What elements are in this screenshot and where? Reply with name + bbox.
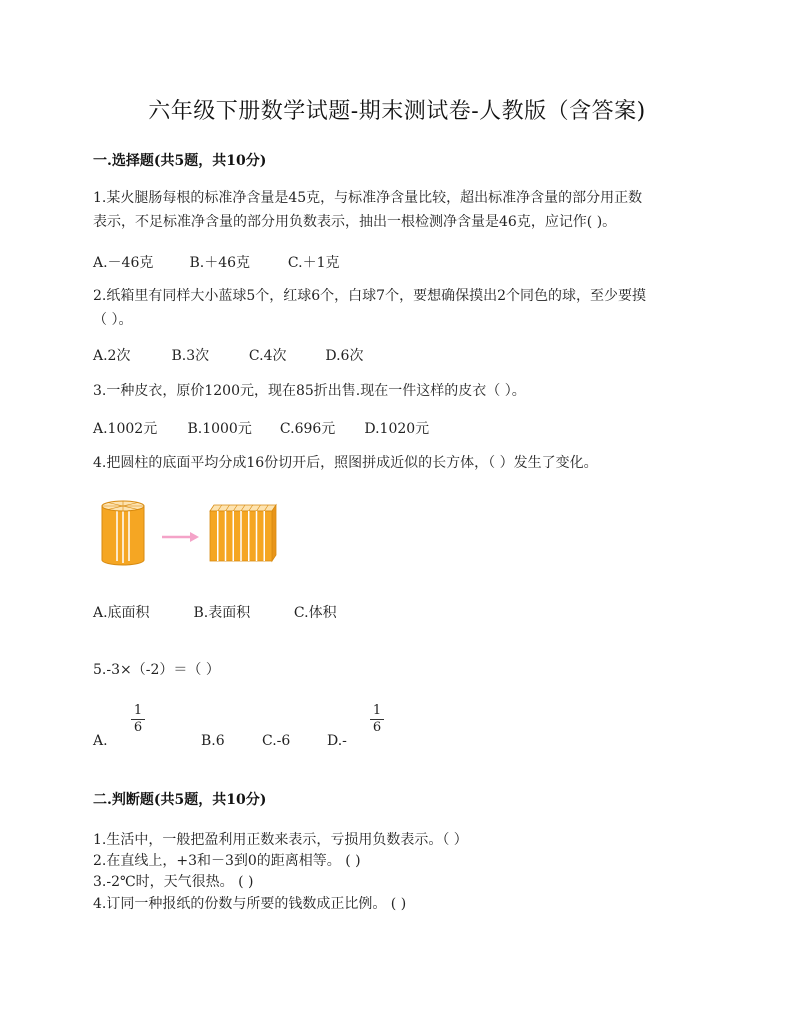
option-c: C.＋1克: [287, 255, 340, 271]
question-1-line2: 表示，不足标准净含量的部分用负数表示，抽出一根检测净含量是46克，应记作( )。: [93, 214, 617, 230]
judgement-item-1: 1.生活中，一般把盈利用正数来表示，亏损用负数表示。（ ）: [93, 832, 468, 848]
option-a: A.－46克: [93, 255, 154, 271]
option-a: A.底面积: [93, 605, 150, 621]
fraction-d: [370, 704, 384, 735]
fraction-a-numerator: 1: [133, 703, 143, 718]
option-a: A.1002元: [93, 421, 158, 437]
fraction-d-numerator: 1: [372, 703, 382, 718]
question-2-line1: 2.纸箱里有同样大小蓝球5个，红球6个，白球7个，要想确保摸出2个同色的球，至少要摸: [93, 288, 646, 304]
question-5-option-a: A.: [93, 733, 108, 749]
arrow-icon: [162, 532, 199, 542]
question-5-line1: 5.-3×（-2）＝（ ）: [93, 662, 220, 678]
question-2: [93, 284, 705, 332]
section-heading-choice: 一.选择题(共5题，共10分): [93, 153, 267, 169]
question-1: [93, 186, 705, 234]
question-5-option-d: D.-: [327, 733, 347, 749]
judgement-item-4: 4.订同一种报纸的份数与所要的钱数成正比例。 ( ): [93, 896, 407, 912]
option-b: B.表面积: [193, 605, 251, 621]
question-1-options: [93, 252, 339, 272]
question-5: [93, 658, 705, 682]
question-3-line1: 3.一种皮衣，原价1200元，现在85折出售.现在一件这样的皮衣（ ）。: [93, 383, 526, 399]
option-b: B.3次: [171, 348, 210, 364]
option-b: B.1000元: [187, 421, 252, 437]
question-4: [93, 451, 705, 475]
question-3-options: [93, 418, 429, 438]
question-2-line2: （ ）。: [93, 312, 133, 328]
option-a: A.2次: [93, 348, 131, 364]
fraction-d-denominator: 6: [372, 720, 382, 735]
option-c: C.4次: [248, 348, 287, 364]
question-4-line1: 4.把圆柱的底面平均分成16份切开后，照图拼成近似的长方体，（ ）发生了变化。: [93, 455, 598, 471]
question-3: [93, 379, 705, 403]
option-b: B.＋46克: [189, 255, 251, 271]
option-d: D.6次: [325, 348, 364, 364]
page-title: 六年级下册数学试题-期末测试卷-人教版（含答案): [148, 99, 646, 124]
judgement-item-3: 3.-2℃时，天气很热。 ( ): [93, 874, 254, 890]
option-c: C.696元: [279, 421, 336, 437]
question-5-option-b: B.6: [201, 733, 225, 749]
fraction-a: [131, 704, 145, 735]
judgement-item-2: 2.在直线上，+3和－3到0的距离相等。 ( ): [93, 853, 361, 869]
cylinder-figure-svg: [100, 497, 280, 567]
option-c: C.体积: [293, 605, 337, 621]
fraction-a-denominator: 6: [133, 720, 143, 735]
cylinder-to-cuboid-figure: [100, 497, 280, 567]
question-5-option-c: C.-6: [262, 733, 291, 749]
option-d: D.1020元: [364, 421, 430, 437]
cylinder-shape: [102, 501, 144, 565]
question-2-options: [93, 345, 363, 365]
cuboid-shape: [210, 505, 276, 561]
section-heading-judgement: 二.判断题(共5题，共10分): [93, 792, 267, 808]
question-1-line1: 1.某火腿肠每根的标准净含量是45克，与标准净含量比较，超出标准净含量的部分用正数: [93, 190, 643, 206]
question-4-options: [93, 602, 337, 622]
